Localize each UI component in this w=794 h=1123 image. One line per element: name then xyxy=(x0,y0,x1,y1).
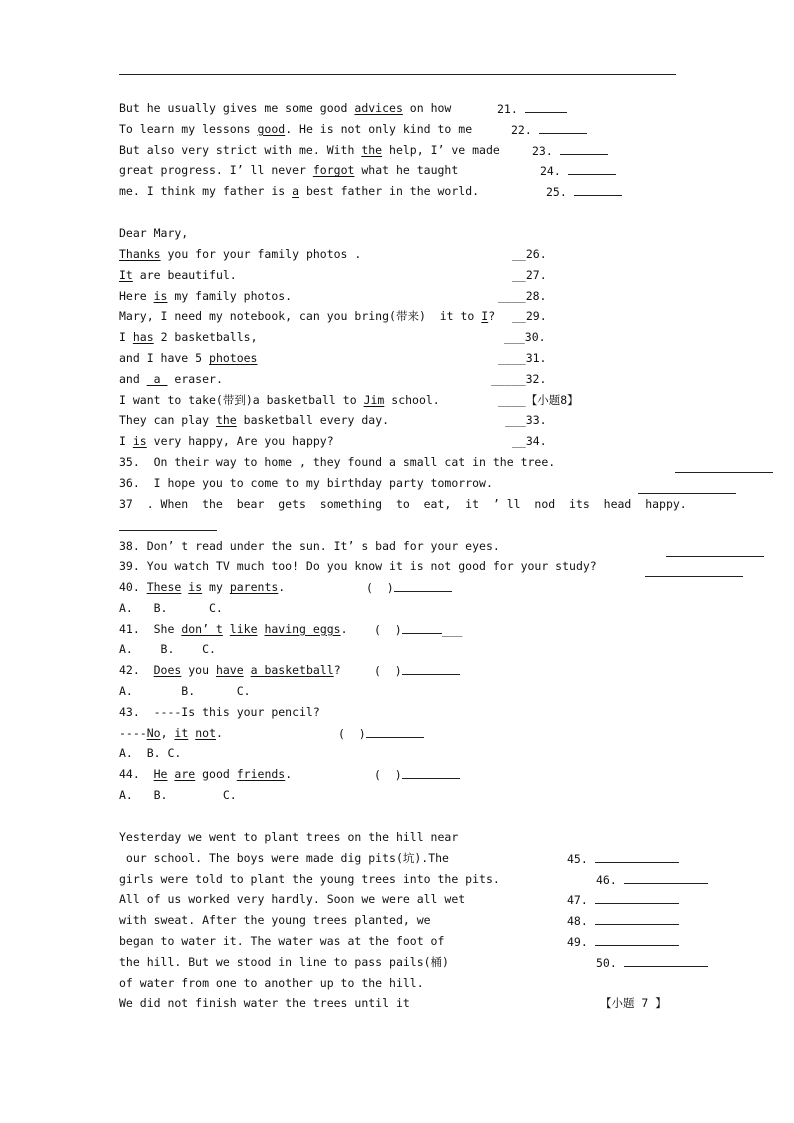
answer-number: ____【小题8】 xyxy=(498,392,579,407)
question-text: ? xyxy=(333,663,341,678)
answer-number: ____28. xyxy=(498,288,547,303)
letter-line xyxy=(119,330,258,344)
options-text: A. B. C. xyxy=(119,642,216,657)
letter-line xyxy=(119,393,440,407)
answer-number xyxy=(532,143,608,158)
underlined-word: advices xyxy=(354,101,403,115)
underlined-word: are xyxy=(174,767,196,782)
bracket-text: ( ) xyxy=(374,622,402,637)
answer-blank xyxy=(638,482,736,494)
passage-line: of water from one to another up to the hill. xyxy=(119,975,424,990)
answer-number xyxy=(596,872,708,887)
sentence-line: 35. On their way to home , they found a small cat in the tree. xyxy=(119,455,556,469)
letter-line xyxy=(119,268,237,282)
question-text: my xyxy=(202,580,230,594)
answer-blank xyxy=(645,565,743,577)
underlined-word: the xyxy=(215,413,237,428)
underlined-word: is xyxy=(132,434,147,449)
underlined-word: it xyxy=(174,725,189,740)
bracket-text: ( ) xyxy=(374,768,402,783)
answer-number xyxy=(497,101,567,116)
underlined-word: a basketball xyxy=(250,663,334,678)
question-text: 44. xyxy=(119,767,154,782)
question-text xyxy=(244,663,251,677)
answer-bracket xyxy=(338,726,424,741)
answer-blank xyxy=(402,767,460,779)
answer-number xyxy=(567,934,679,949)
answer-options xyxy=(119,684,251,698)
underlined-word: Jim xyxy=(363,392,385,407)
question-line xyxy=(119,580,285,594)
tail-blank: ___ xyxy=(441,622,463,637)
answer-number: ___33. xyxy=(505,413,547,428)
question-number: 47. xyxy=(567,893,595,908)
passage-line: girls were told to plant the young trees into the pits. xyxy=(119,871,500,886)
answer-number xyxy=(540,163,616,178)
letter-line xyxy=(119,289,292,303)
sentence-line: 37 . When the bear gets something to eat, it ’ ll nod its head happy. xyxy=(119,497,687,511)
answer-blank xyxy=(119,519,217,531)
answer-blank xyxy=(574,184,622,196)
underlined-word: has xyxy=(132,330,154,345)
letter-line xyxy=(119,351,257,365)
question-text: ---- xyxy=(119,725,147,740)
answer-number xyxy=(511,122,587,137)
underlined-word: forgot xyxy=(312,163,355,178)
answer-options xyxy=(119,601,223,615)
answer-blank xyxy=(624,955,708,967)
letter-text: are beautiful. xyxy=(132,267,237,282)
question-number: 24. xyxy=(540,164,568,179)
answer-number xyxy=(567,913,679,928)
letter-text: Mary, I need my notebook, can you bring(带来) it to xyxy=(119,309,482,324)
underlined-word: I xyxy=(481,309,489,324)
underlined-word: These xyxy=(146,580,182,594)
answer-blank xyxy=(624,872,708,884)
letter-text: They can play xyxy=(119,413,216,428)
underlined-word: is xyxy=(153,288,168,303)
question-number: 【小题 7 】 xyxy=(600,996,667,1011)
question-number: 50. xyxy=(596,955,624,970)
answer-number xyxy=(600,996,667,1010)
letter-text: school. xyxy=(384,392,440,407)
underlined-word: parents xyxy=(229,580,279,594)
question-number: 46. xyxy=(596,872,624,887)
underlined-word: friends xyxy=(236,767,286,782)
question-line xyxy=(119,622,348,636)
answer-bracket xyxy=(374,663,460,678)
letter-text: Here xyxy=(119,288,154,303)
answer-number xyxy=(567,851,679,866)
letter-line xyxy=(119,372,223,386)
answer-blank xyxy=(560,143,608,155)
passage-line: with sweat. After the young trees planted, we xyxy=(119,913,431,928)
answer-number: __29. xyxy=(512,309,547,324)
options-text: A. B. C. xyxy=(119,684,251,698)
greeting: Dear Mary, xyxy=(119,226,189,240)
answer-options xyxy=(119,746,181,760)
answer-blank xyxy=(675,461,773,473)
bracket-text: ( ) xyxy=(338,726,366,741)
question-text: . xyxy=(216,725,223,740)
underlined-word: good xyxy=(257,121,286,136)
passage-line: Yesterday we went to plant trees on the hill near xyxy=(119,830,459,844)
sentence-text: To learn my lessons xyxy=(119,121,258,136)
underlined-word: the xyxy=(361,142,383,157)
answer-number: __26. xyxy=(512,247,547,261)
sentence-line xyxy=(119,163,458,177)
letter-text: and xyxy=(119,371,147,386)
answer-number xyxy=(567,892,679,907)
underlined-word: have xyxy=(215,663,244,678)
answer-blank xyxy=(568,163,616,175)
answer-number: ____31. xyxy=(498,351,547,365)
question-text: 42. xyxy=(119,663,154,678)
letter-text: my family photos. xyxy=(167,288,293,303)
sentence-text: on how xyxy=(402,101,452,115)
underlined-word: It xyxy=(119,267,133,282)
sentence-text: help, I’ ve made xyxy=(382,142,500,157)
question-text: . xyxy=(340,621,348,636)
letter-line xyxy=(119,413,389,427)
sentence-text: . He is not only kind to me xyxy=(285,121,473,136)
question-text: , xyxy=(160,725,175,740)
sentence-text: But he usually gives me some good xyxy=(119,101,355,115)
underlined-word: Thanks xyxy=(119,247,161,261)
sentence-line xyxy=(119,184,479,198)
answer-options xyxy=(119,642,216,656)
answer-blank xyxy=(595,934,679,946)
question-text: 43. ----Is this your pencil? xyxy=(119,704,320,719)
question-number: 23. xyxy=(532,143,560,158)
question-text: 41. She xyxy=(119,621,182,636)
sentence-line: 36. I hope you to come to my birthday party tomorrow. xyxy=(119,476,493,490)
answer-number xyxy=(596,955,708,970)
answer-number xyxy=(546,184,622,199)
answer-bracket xyxy=(366,580,452,595)
question-text: good xyxy=(195,767,237,782)
answer-blank xyxy=(539,122,587,134)
passage-line: the hill. But we stood in line to pass pails(桶) xyxy=(119,954,449,969)
bracket-text: ( ) xyxy=(366,581,394,595)
letter-text: 2 basketballs, xyxy=(153,330,258,345)
answer-blank xyxy=(394,580,452,592)
answer-blank xyxy=(595,892,679,904)
question-number: 21. xyxy=(497,102,525,116)
letter-line xyxy=(119,247,361,261)
answer-number: __27. xyxy=(512,267,547,282)
underlined-word: a xyxy=(146,371,168,386)
answer-blank xyxy=(402,663,460,675)
options-text: A. B. C. xyxy=(119,600,223,615)
sentence-line xyxy=(119,143,500,157)
sentence-line xyxy=(119,101,451,115)
passage-line: All of us worked very hardly. Soon we were all wet xyxy=(119,892,466,907)
letter-text: you for your family photos . xyxy=(160,247,362,261)
answer-blank xyxy=(402,622,442,634)
answer-blank xyxy=(525,101,567,113)
sentence-line: 39. You watch TV much too! Do you know it is not good for your study? xyxy=(119,559,597,573)
options-text: A. B. C. xyxy=(119,746,182,761)
question-text: 40. xyxy=(119,580,147,594)
letter-text: I want to take(带到)a basketball to xyxy=(119,392,364,407)
question-line xyxy=(119,767,292,781)
letter-text: and I have 5 xyxy=(119,351,210,365)
underlined-word: Does xyxy=(153,663,182,678)
answer-blank xyxy=(666,545,764,557)
sentence-line xyxy=(119,122,472,136)
letter-text: eraser. xyxy=(167,371,223,386)
answer-blank xyxy=(595,913,679,925)
answer-blank xyxy=(366,726,424,738)
question-text xyxy=(223,622,230,636)
answer-bracket xyxy=(374,767,460,782)
letter-text: I xyxy=(119,434,133,449)
answer-options xyxy=(119,788,237,802)
answer-number: __34. xyxy=(512,434,547,449)
question-text: . xyxy=(278,580,286,594)
sentence-text: But also very strict with me. With xyxy=(119,142,362,157)
underlined-word: a xyxy=(292,184,300,199)
question-number: 49. xyxy=(567,935,595,949)
underlined-word: not xyxy=(195,725,216,740)
question-text: . xyxy=(285,767,293,782)
sentence-text: great progress. I’ ll never xyxy=(119,163,313,178)
underlined-word: is xyxy=(188,580,203,594)
passage-line: began to water it. The water was at the foot of xyxy=(119,934,445,948)
answer-number: ___30. xyxy=(504,330,546,345)
question-line xyxy=(119,726,223,740)
sentence-text: best father in the world. xyxy=(299,184,480,199)
answer-number: _____32. xyxy=(491,371,547,386)
options-text: A. B. C. xyxy=(119,788,237,802)
answer-blank xyxy=(595,851,679,863)
sentence-text: what he taught xyxy=(354,163,459,178)
underlined-word: No xyxy=(146,725,161,740)
letter-text: ? xyxy=(488,309,496,324)
question-number: 45. xyxy=(567,851,595,866)
bracket-text: ( ) xyxy=(374,664,402,679)
letter-text: very happy, Are you happy? xyxy=(146,434,334,449)
letter-line xyxy=(119,309,495,323)
underlined-word: photoes xyxy=(209,351,258,365)
letter-text: basketball every day. xyxy=(236,413,390,428)
letter-line xyxy=(119,434,334,448)
question-line xyxy=(119,705,320,719)
question-number: 25. xyxy=(546,185,574,200)
answer-bracket xyxy=(374,622,462,637)
underlined-word: like xyxy=(229,621,258,636)
letter-text: I xyxy=(119,330,133,345)
sentence-text: me. I think my father is xyxy=(119,184,293,199)
question-text: you xyxy=(181,663,216,678)
question-line xyxy=(119,663,341,677)
question-number: 48. xyxy=(567,914,595,929)
top-rule xyxy=(119,74,676,75)
passage-line: our school. The boys were made dig pits(坑).The xyxy=(119,850,449,865)
underlined-word: don’ t xyxy=(181,621,223,636)
underlined-word: He xyxy=(153,767,168,782)
passage-line: We did not finish water the trees until it xyxy=(119,996,410,1011)
question-number: 22. xyxy=(511,122,539,137)
underlined-word: having eggs xyxy=(264,621,341,636)
sentence-line: 38. Don’ t read under the sun. It’ s bad for your eyes. xyxy=(119,539,500,553)
